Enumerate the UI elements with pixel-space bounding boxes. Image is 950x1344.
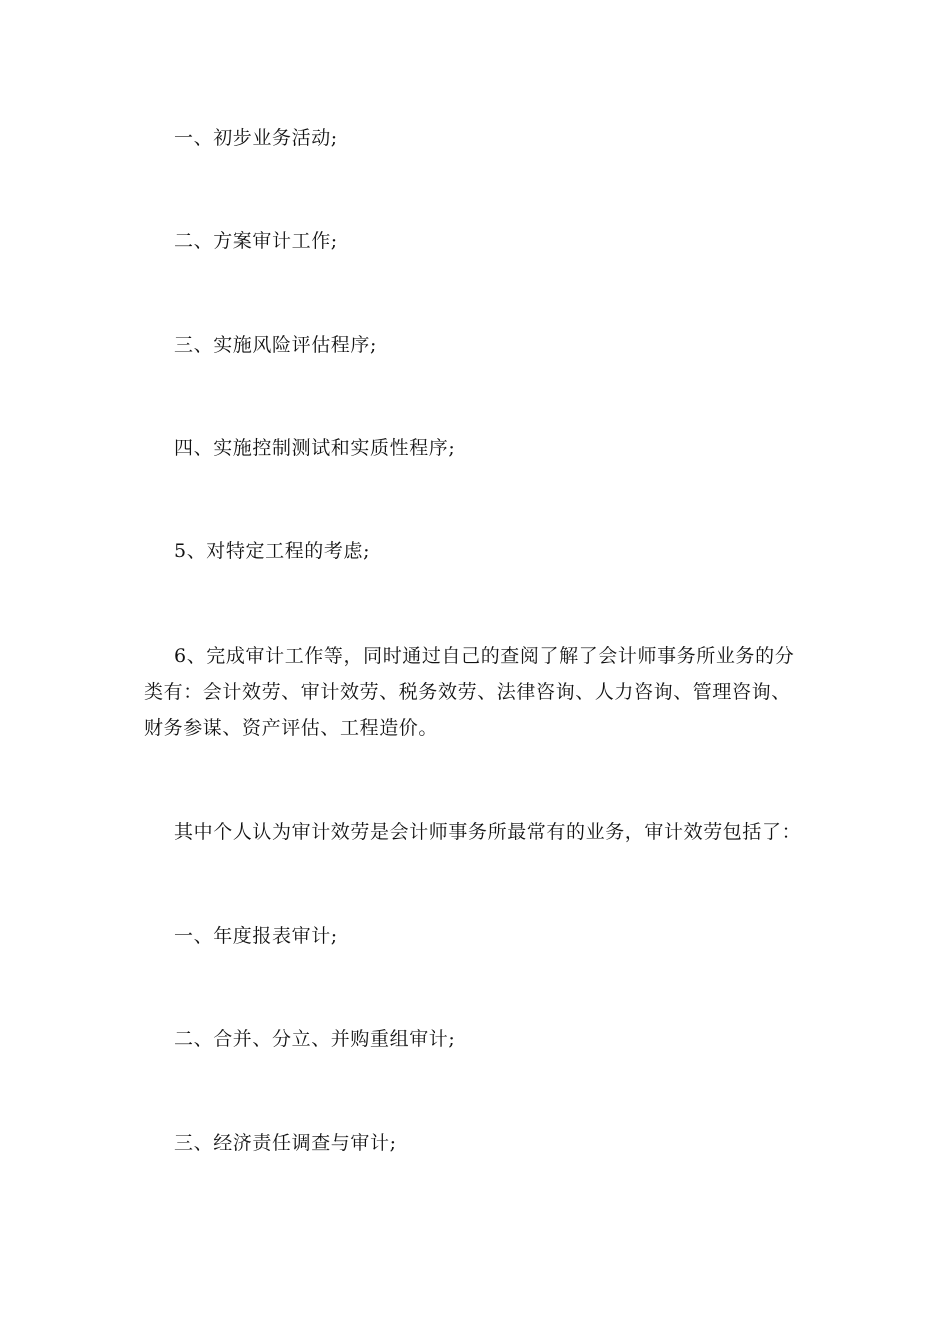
paragraph-business-categories: 6、完成审计工作等，同时通过自己的查阅了解了会计师事务所业务的分类有：会计效劳、审计效劳、税务效劳、法律咨询、人力咨询、管理咨询、财务参谋、资产评估、工程造价。	[144, 645, 795, 739]
list-item: 5、对特定工程的考虑;	[174, 540, 371, 562]
list-item: 一、年度报表审计;	[174, 925, 338, 947]
paragraph-audit-intro: 其中个人认为审计效劳是会计师事务所最常有的业务，审计效劳包括了：	[174, 821, 802, 843]
list-item: 二、方案审计工作;	[174, 230, 338, 252]
list-item: 三、实施风险评估程序;	[174, 334, 378, 356]
list-item: 四、实施控制测试和实质性程序;	[174, 437, 456, 459]
list-item: 二、合并、分立、并购重组审计;	[174, 1028, 456, 1050]
list-item: 一、初步业务活动;	[174, 127, 338, 149]
list-item: 三、经济责任调查与审计;	[174, 1132, 397, 1154]
